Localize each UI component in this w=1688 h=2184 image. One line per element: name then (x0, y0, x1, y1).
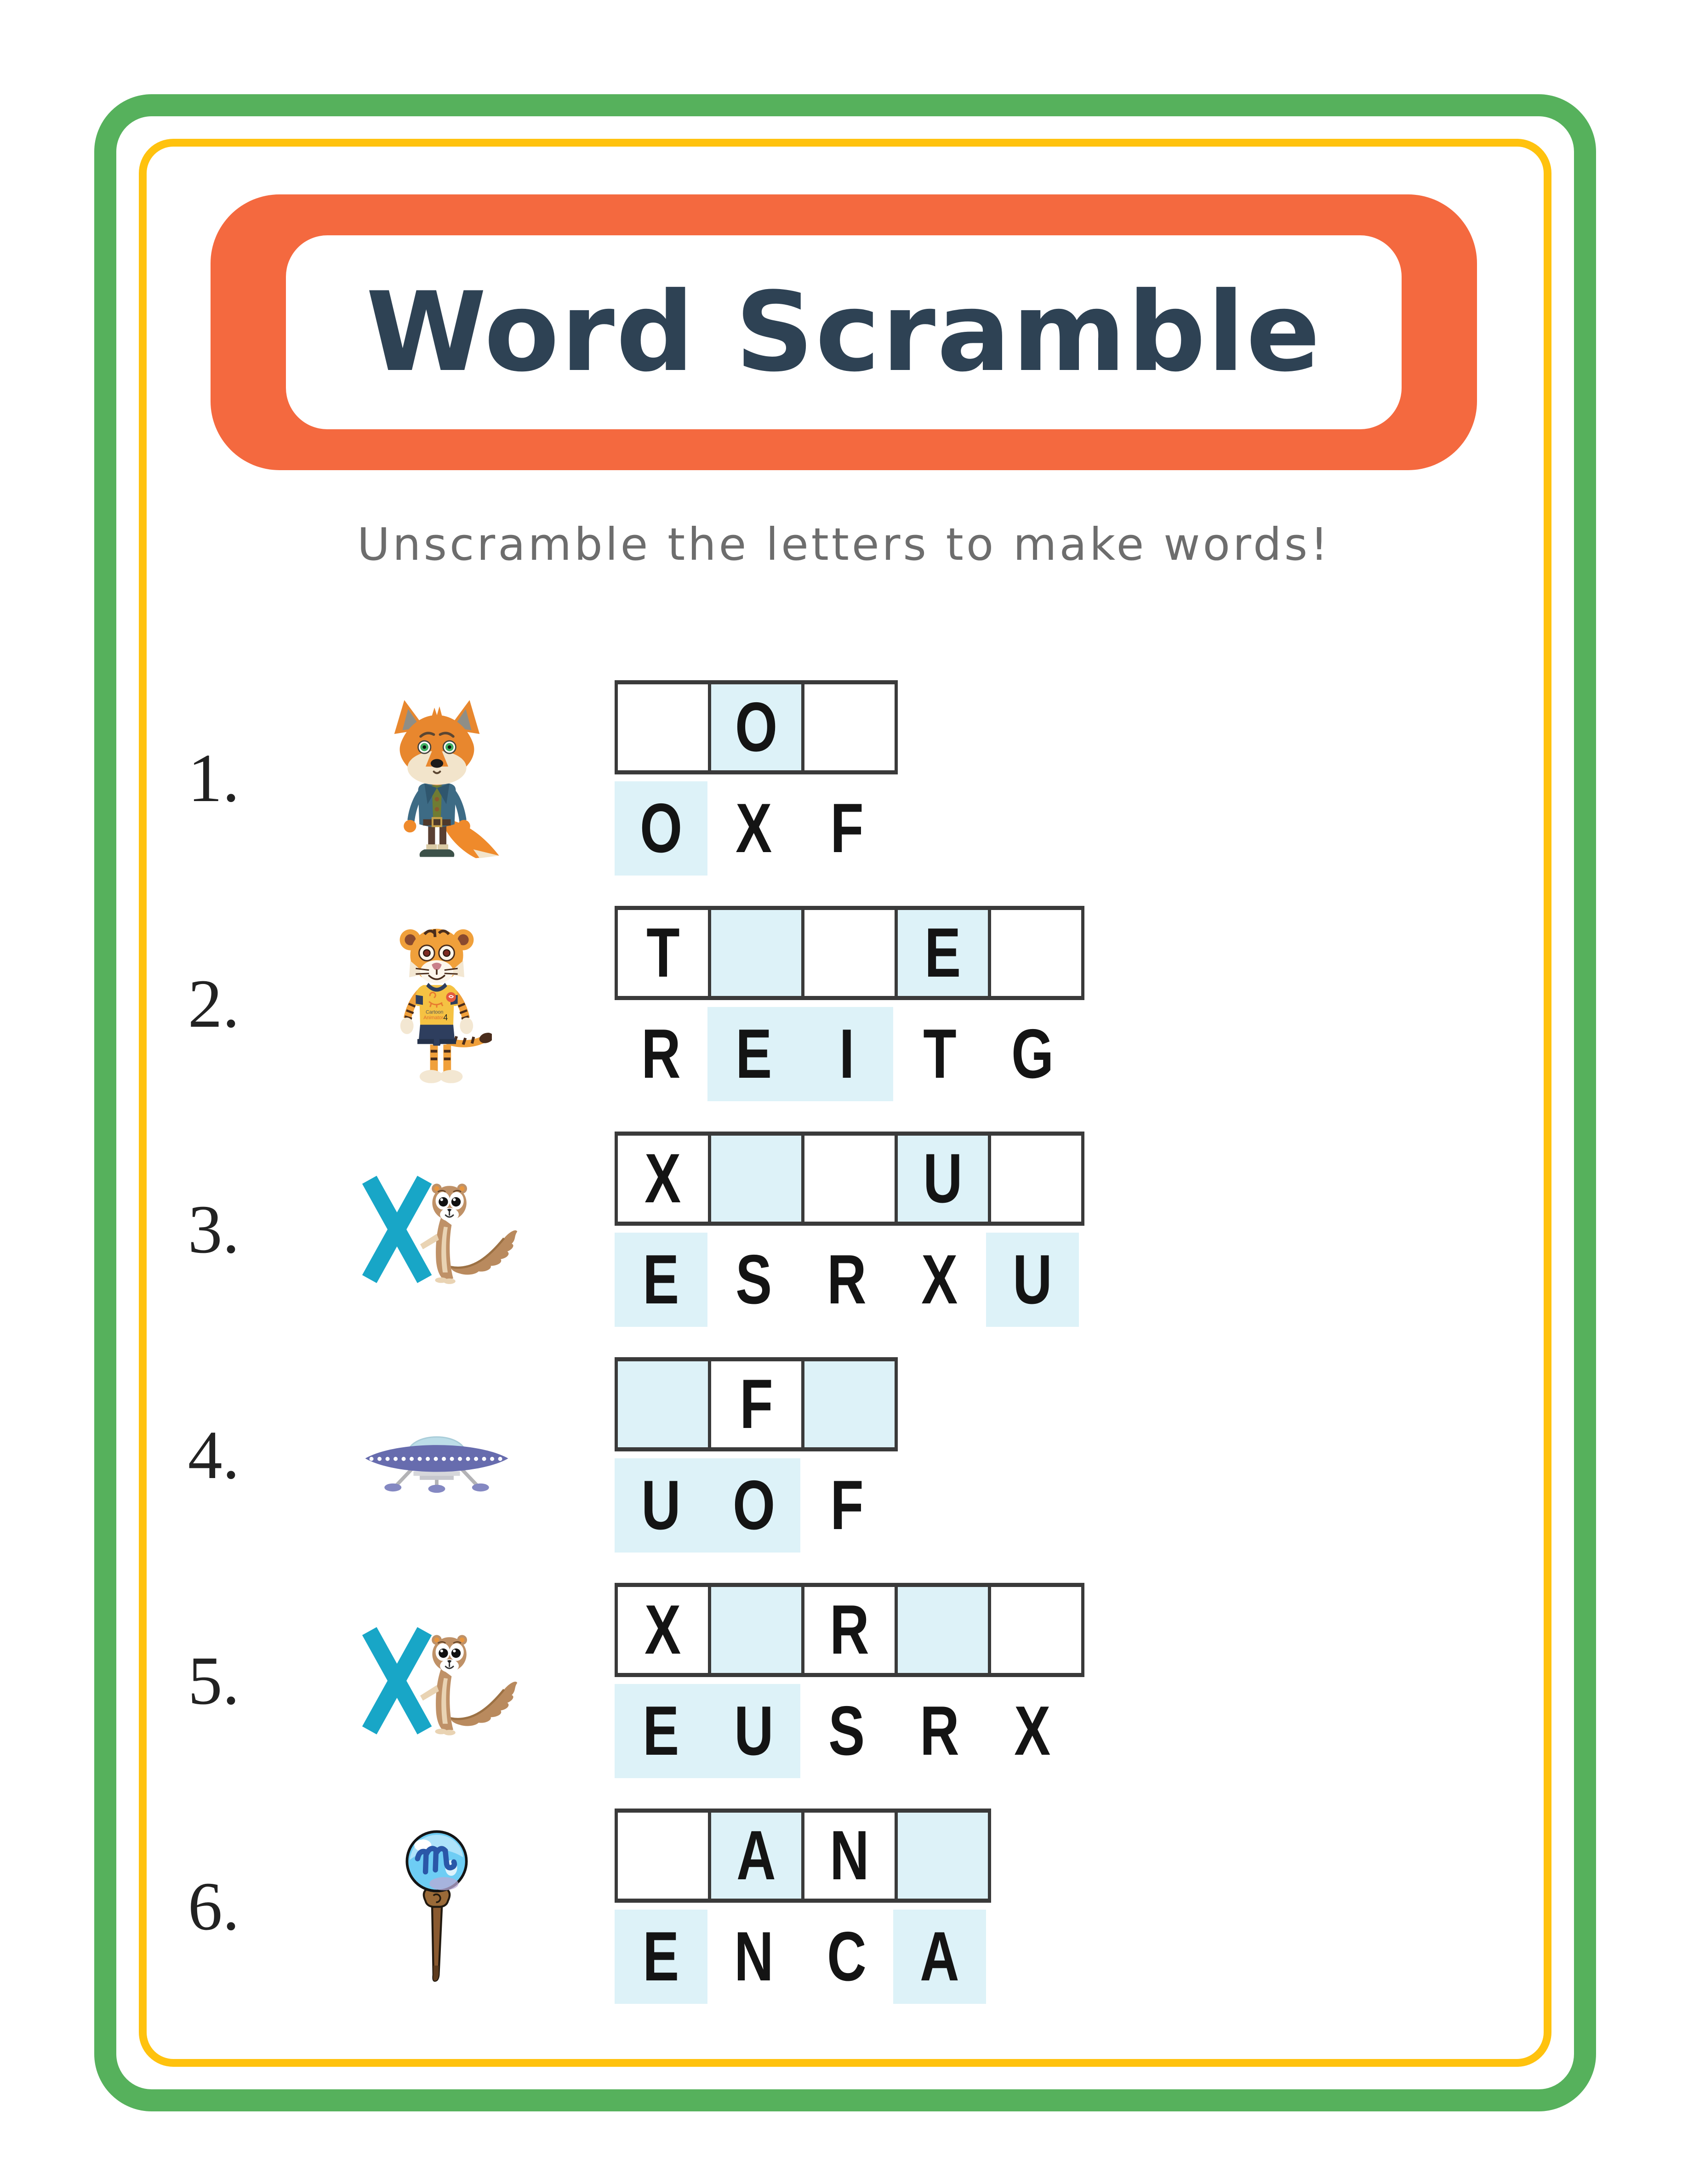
answer-box-empty[interactable] (991, 910, 1081, 996)
scrambled-letter: E (615, 1684, 707, 1778)
scrambled-letter: C (827, 1917, 867, 1996)
row-number: 5. (188, 1642, 240, 1719)
box-letter: U (923, 1139, 963, 1217)
answer-box-empty[interactable] (618, 1813, 711, 1899)
scrambled-letter: F (830, 789, 864, 867)
answer-boxes (615, 906, 1084, 1000)
scrambled-letter: F (830, 1466, 864, 1544)
tiger-icon (322, 906, 552, 1101)
answer-box-empty[interactable] (711, 1587, 804, 1673)
puzzle-row (0, 906, 1688, 1101)
row-number: 6. (188, 1868, 240, 1945)
tiger-icon (382, 921, 492, 1086)
xerus-icon (322, 1583, 552, 1778)
tiger-shirt-text: 4 (443, 1012, 448, 1022)
answer-boxes (615, 1132, 1084, 1226)
page-title: Word Scramble (366, 268, 1322, 396)
scrambled-letters (615, 1910, 986, 2004)
answer-box-empty[interactable] (804, 1361, 895, 1447)
scrambled-letter: R (827, 1240, 867, 1319)
answer-box-empty[interactable] (618, 1361, 711, 1447)
puzzle-row (0, 1132, 1688, 1327)
scrambled-letter: S (736, 1240, 772, 1319)
crystal-ball-cane-icon (400, 1827, 473, 1985)
puzzle-row (0, 1583, 1688, 1778)
scrambled-letter: U (707, 1684, 800, 1778)
answer-box-empty[interactable] (991, 1136, 1081, 1222)
answer-boxes (615, 1809, 991, 1903)
answer-boxes (615, 680, 898, 774)
answer-box-prefilled (618, 910, 711, 996)
xerus-icon (322, 1132, 552, 1327)
answer-box-empty[interactable] (711, 1136, 804, 1222)
scrambled-letter: U (615, 1458, 707, 1553)
ufo-icon (359, 1415, 515, 1495)
answer-box-prefilled (804, 1813, 898, 1899)
scrambled-letter: U (986, 1233, 1079, 1327)
xerus-icon (354, 1174, 519, 1285)
scrambled-letter: X (736, 789, 772, 867)
scrambled-letters (615, 1684, 1079, 1778)
scrambled-letter: X (1014, 1692, 1051, 1770)
scrambled-letters (615, 1007, 1079, 1101)
answer-box-prefilled (711, 1813, 804, 1899)
scrambled-letters (615, 1233, 1079, 1327)
box-letter: O (735, 688, 778, 766)
answer-box-empty[interactable] (804, 1136, 898, 1222)
answer-box-prefilled (711, 684, 804, 770)
answer-box-prefilled (898, 910, 991, 996)
scrambled-letter: R (920, 1692, 959, 1770)
answer-box-prefilled (804, 1587, 898, 1673)
answer-box-empty[interactable] (898, 1587, 991, 1673)
tiger-shirt-text: Animator (423, 1015, 444, 1021)
box-letter: X (644, 1139, 681, 1217)
box-letter: F (739, 1365, 773, 1443)
scrambled-letter: O (615, 781, 707, 876)
answer-box-empty[interactable] (711, 910, 804, 996)
answer-box-prefilled (711, 1361, 804, 1447)
box-letter: T (646, 914, 680, 992)
row-number: 4. (188, 1416, 240, 1493)
answer-box-prefilled (618, 1136, 711, 1222)
box-letter: R (830, 1591, 869, 1669)
scrambled-letter: T (923, 1015, 957, 1093)
instruction-text: Unscramble the letters to make words! (357, 518, 1331, 570)
answer-box-empty[interactable] (991, 1587, 1081, 1673)
answer-box-empty[interactable] (898, 1813, 988, 1899)
scrambled-letter: N (734, 1917, 774, 1996)
scrambled-letters (615, 781, 893, 876)
box-letter: N (830, 1816, 869, 1894)
answer-box-empty[interactable] (618, 684, 711, 770)
scrambled-letter: S (828, 1692, 865, 1770)
scrambled-letter: X (921, 1240, 958, 1319)
box-letter: E (924, 914, 961, 992)
scrambled-letter: O (707, 1458, 800, 1553)
fox-icon (374, 696, 500, 859)
scrambled-letter: A (893, 1910, 986, 2004)
answer-box-empty[interactable] (804, 684, 895, 770)
box-letter: A (736, 1816, 776, 1894)
puzzle-row (0, 1809, 1688, 2004)
scrambled-letter: R (641, 1015, 681, 1093)
fox-icon (322, 680, 552, 876)
puzzle-row (0, 1357, 1688, 1553)
scrambled-letter: E (707, 1007, 800, 1101)
answer-box-prefilled (898, 1136, 991, 1222)
row-number: 3. (188, 1191, 240, 1268)
crystal-ball-cane-icon (322, 1809, 552, 2004)
answer-box-empty[interactable] (804, 910, 898, 996)
scrambled-letter: E (615, 1233, 707, 1327)
scrambled-letters (615, 1458, 893, 1553)
box-letter: X (644, 1591, 681, 1669)
answer-boxes (615, 1583, 1084, 1677)
scrambled-letter: E (615, 1910, 707, 2004)
row-number: 1. (188, 739, 240, 816)
puzzle-row (0, 680, 1688, 876)
ufo-icon (322, 1357, 552, 1553)
tiger-shirt-text: Cartoon (425, 1009, 444, 1015)
answer-boxes (615, 1357, 898, 1451)
scrambled-letter: I (800, 1007, 893, 1101)
scrambled-letter: G (1011, 1015, 1054, 1093)
answer-box-prefilled (618, 1587, 711, 1673)
xerus-icon (354, 1626, 519, 1736)
row-number: 2. (188, 965, 240, 1042)
